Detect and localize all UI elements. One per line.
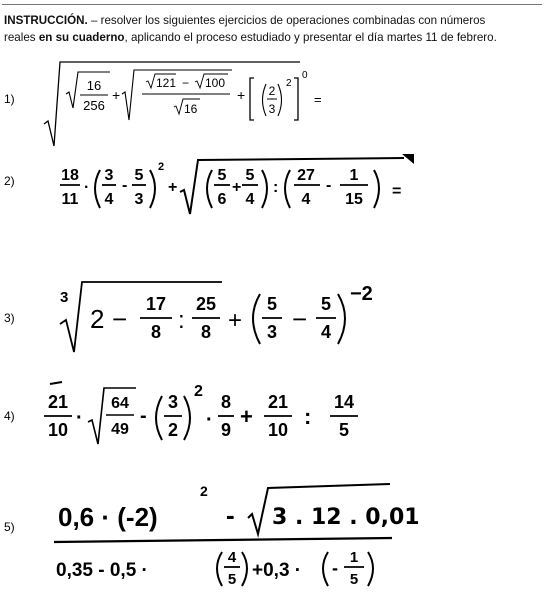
ex2-f-den: 4 xyxy=(301,191,311,208)
instruction-emphasis: en su cuaderno xyxy=(38,31,125,44)
ex3-c-den: 3 xyxy=(266,322,278,342)
ex2-minus2: - xyxy=(326,177,332,194)
ex3-b-den: 8 xyxy=(200,322,212,342)
ex2-e-den: 4 xyxy=(245,191,255,208)
exercise-2-number: 2) xyxy=(4,174,15,188)
ex5-bottom-left: 0,35 - 0,5 · xyxy=(56,560,148,581)
ex2-d-den: 6 xyxy=(217,191,227,208)
ex4-d-num: 21 xyxy=(267,392,289,412)
instruction-label: INSTRUCCIÓN. xyxy=(4,14,88,27)
ex1-f1-num: 16 xyxy=(86,78,102,93)
ex2-minus: - xyxy=(122,177,128,194)
ex3-a-num: 17 xyxy=(145,294,167,314)
ex3-minus2: − xyxy=(292,304,308,334)
ex2-plus-in: + xyxy=(232,179,242,196)
ex2-c-den: 3 xyxy=(134,191,144,208)
exercise-1-number: 1) xyxy=(4,92,15,106)
ex4-r-den: 49 xyxy=(111,421,129,438)
ex3-b-num: 25 xyxy=(195,294,217,314)
ex2-c-num: 5 xyxy=(134,167,144,184)
ex1-f2-num: 2 xyxy=(268,84,276,98)
top-divider xyxy=(2,4,542,5)
ex4-minus: - xyxy=(140,405,147,427)
ex5-f2-den: 5 xyxy=(349,571,359,588)
ex4-c-num: 8 xyxy=(220,392,232,412)
ex3-minus: − xyxy=(112,304,128,334)
ex1-plus1: + xyxy=(112,87,121,103)
ex5-minus: - xyxy=(226,500,235,530)
ex2-eq: = xyxy=(392,183,402,200)
ex1-plus2: + xyxy=(237,87,246,103)
ex5-radicand: 3 . 12 . 0,01 xyxy=(272,505,420,530)
ex4-dot: · xyxy=(76,407,83,429)
ex4-colon: : xyxy=(304,404,312,429)
exercise-3-expression xyxy=(42,274,442,358)
ex5-plus: +0,3 · xyxy=(252,560,302,581)
ex4-b-den: 2 xyxy=(167,420,179,440)
ex2-plus: + xyxy=(168,179,178,196)
ex4-a-den: 10 xyxy=(47,420,69,440)
ex2-f-num: 27 xyxy=(297,167,315,184)
ex4-plus: + xyxy=(240,404,253,429)
ex4-dot2: · xyxy=(206,409,213,431)
ex4-r-num: 64 xyxy=(111,395,129,412)
ex5-minus-sign: - xyxy=(332,558,338,578)
ex3-a-den: 8 xyxy=(150,322,162,342)
exercise-4-expression xyxy=(42,378,442,454)
exercise-4-number: 4) xyxy=(4,409,15,423)
ex2-b-num: 3 xyxy=(104,167,114,184)
ex4-e-num: 14 xyxy=(333,392,355,412)
ex2-g-num: 1 xyxy=(349,167,359,184)
instruction-text-1: – resolver los siguientes ejercicios de operaciones combinadas con números xyxy=(87,14,486,27)
ex5-top-left: 0,6 · (-2) xyxy=(58,502,158,532)
ex4-e-den: 5 xyxy=(338,420,350,440)
ex2-colon: : xyxy=(273,179,279,196)
ex3-d-den: 4 xyxy=(320,322,332,342)
ex2-e-num: 5 xyxy=(245,167,255,184)
ex2-b-den: 4 xyxy=(104,191,114,208)
ex2-a-num: 18 xyxy=(61,167,79,184)
ex2-g-den: 15 xyxy=(345,191,363,208)
exercise-2-expression xyxy=(42,152,442,222)
ex5-f2-num: 1 xyxy=(349,549,359,566)
ex1-r121: 121 xyxy=(156,76,177,90)
ex2-a-den: 11 xyxy=(61,191,79,208)
ex1-minus: − xyxy=(182,76,190,90)
ex1-r16: 16 xyxy=(184,102,198,116)
exercise-5-number: 5) xyxy=(4,520,15,534)
exercise-5-expression xyxy=(42,474,420,592)
ex5-f1-num: 4 xyxy=(227,549,237,566)
ex5-f1-den: 5 xyxy=(227,571,237,588)
ex1-exp-in: 2 xyxy=(286,78,292,89)
exercise-1-expression xyxy=(42,58,372,148)
ex3-two: 2 xyxy=(90,304,105,334)
ex4-c-den: 9 xyxy=(220,420,232,440)
ex3-exp: −2 xyxy=(350,283,373,305)
ex3-plus: + xyxy=(228,307,243,334)
instruction-text-2: reales xyxy=(4,31,39,44)
ex2-dot: · xyxy=(84,179,90,196)
exercise-3-number: 3) xyxy=(4,311,15,325)
ex3-colon: : xyxy=(178,307,185,334)
ex1-r100: 100 xyxy=(205,76,226,90)
ex2-exp: 2 xyxy=(158,161,165,173)
instruction-text-3: , aplicando el proceso estudiado y presentar el día martes 11 de febrero. xyxy=(124,31,497,44)
ex4-exp: 2 xyxy=(194,383,203,400)
ex1-f1-den: 256 xyxy=(83,98,105,113)
ex3-c-num: 5 xyxy=(266,294,278,314)
instruction-block xyxy=(4,12,540,46)
ex1-eq: = xyxy=(314,92,322,107)
ex3-d-num: 5 xyxy=(320,294,332,314)
ex4-a-num: 21 xyxy=(47,392,69,412)
ex2-d-num: 5 xyxy=(217,167,227,184)
ex1-f2-den: 3 xyxy=(268,102,276,116)
ex5-exp: 2 xyxy=(200,483,208,499)
ex4-b-num: 3 xyxy=(167,392,179,412)
ex3-index: 3 xyxy=(60,289,69,306)
ex1-exp-out: 0 xyxy=(302,70,308,81)
ex4-d-den: 10 xyxy=(267,420,289,440)
